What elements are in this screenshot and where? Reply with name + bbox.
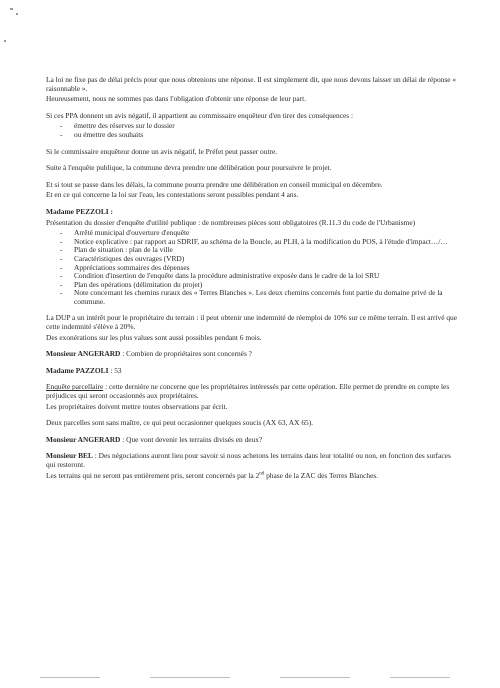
scan-mark <box>10 8 13 10</box>
scan-mark <box>16 13 18 15</box>
paragraph: Les propriétaires doivent mettre toutes observations par écrit. <box>46 401 228 411</box>
paragraph: Si le commissaire enquêteur donne un avis négatif, le Préfet peut passer outre. <box>46 146 278 156</box>
bullet-list <box>46 229 460 306</box>
paragraph: La loi ne fixe pas de délai précis pour que nous obtenions une réponse. Il est simplement dit, que nous devons laisser un délai de réponse « raisonnable ». <box>46 75 457 93</box>
footer-rule <box>280 677 350 678</box>
list-item: - Arrêté municipal d'ouverture d'enquête <box>60 228 190 238</box>
document-body <box>46 76 460 488</box>
list-item: - Condition d'insertion de l'enquête dans la procédure administrative exposée dans le cadre de la loi SRU <box>60 271 380 281</box>
list-item: - émettre des réserves sur le dossier <box>60 121 175 131</box>
paragraph: Et si tout se passe dans les délais, la commune pourra prendre une délibération en conseil municipal en décembre. <box>46 179 383 189</box>
paragraph: Des exonérations sur les plus values sont aussi possibles pendant 6 mois. <box>46 332 262 342</box>
question-text: : Que vont devenir les terrains divisés en deux? <box>120 434 263 444</box>
paragraph: Les terrains qui ne seront pas entièrement pris, seront concernés par la 2nd phase de la ZAC des Terres Blanches. <box>46 470 379 480</box>
paragraph: Heureusement, nous ne sommes pas dans l'obligation d'obtenir une réponse de leur part. <box>46 94 307 104</box>
footer-rule <box>150 677 230 678</box>
answer-text: : 53 <box>108 365 122 375</box>
list-item: - Plan de situation : plan de la ville <box>60 245 173 255</box>
footer-rule <box>40 677 100 678</box>
list-item: - Appréciations sommaires des dépenses <box>60 262 190 272</box>
paragraph: Si ces PPA donnent un avis négatif, il appartient au commissaire enquêteur d'en tirer des conséquences : <box>46 110 354 120</box>
paragraph: Enquête parcellaire : cette dernière ne concerne que les propriétaires intéressés par cette opération. Elle permet de prendre en compte les préjudices qui seront occasionnés aux propriétaires. <box>46 382 450 401</box>
paragraph: Deux parcelles sont sans maître, ce qui peut occasionner quelques soucis (AX 63, AX 65). <box>46 418 314 428</box>
list-item: - ou émettre des souhaits <box>60 129 144 139</box>
question-text: : Combien de propriétaires sont concernés ? <box>120 349 252 359</box>
paragraph: La DUP a un intérêt pour le propriétaire du terrain : il peut obtenir une indemnité de réemploi de 10% sur ce même terrain. Il est arrivé que cette indemnité s'élève à 20%. <box>46 313 457 332</box>
speaker-name: Madame PAZZOLI <box>46 365 109 375</box>
speaker-name: Monsieur ANGERARD <box>46 349 121 359</box>
list-item: - Notice explicative : par rapport au SDRIF, au schéma de la Boucle, au PLH, à la modification du POS, à l'étude d'impact…/… <box>60 236 448 246</box>
dialogue-line <box>46 350 460 359</box>
paragraph: Présentation du dossier d'enquête d'utilité publique : de nombreuses pièces sont obligatoires (R.11.3 du code de l'Urbanisme) <box>46 217 416 227</box>
list-item: - Plan des opérations (délimitation du projet) <box>60 279 203 289</box>
paragraph: Et en ce qui concerne la loi sur l'eau, les contestations seront possibles pendant 4 ans. <box>46 190 299 200</box>
paragraph: Suite à l'enquête publique, la commune devra prendre une délibération pour poursuivre le projet. <box>46 163 332 173</box>
dialogue-line <box>46 367 460 376</box>
speaker-name: Monsieur BEL <box>46 451 93 461</box>
scan-mark <box>4 40 6 42</box>
term-label: Enquête parcellaire <box>46 382 104 392</box>
list-item: - Note concernant les chemins ruraux des « Terres Blanches ». Les deux chemins concernés font partie du domaine privé de la commune. <box>60 288 443 306</box>
footer-rule <box>390 677 450 678</box>
speaker-name: Monsieur ANGERARD <box>46 434 121 444</box>
list-item: - Caractéristiques des ouvrages (VRD) <box>60 253 185 263</box>
dialogue-line <box>46 436 460 445</box>
dialogue-line: Monsieur BEL : Des négociations auront lieu pour savoir si nous achetons les terrains dans leur totalité ou non, en fonction des surfaces qui resteront. <box>46 451 451 469</box>
speaker-heading: Madame PEZZOLI : <box>46 206 113 216</box>
bullet-list <box>46 122 460 139</box>
